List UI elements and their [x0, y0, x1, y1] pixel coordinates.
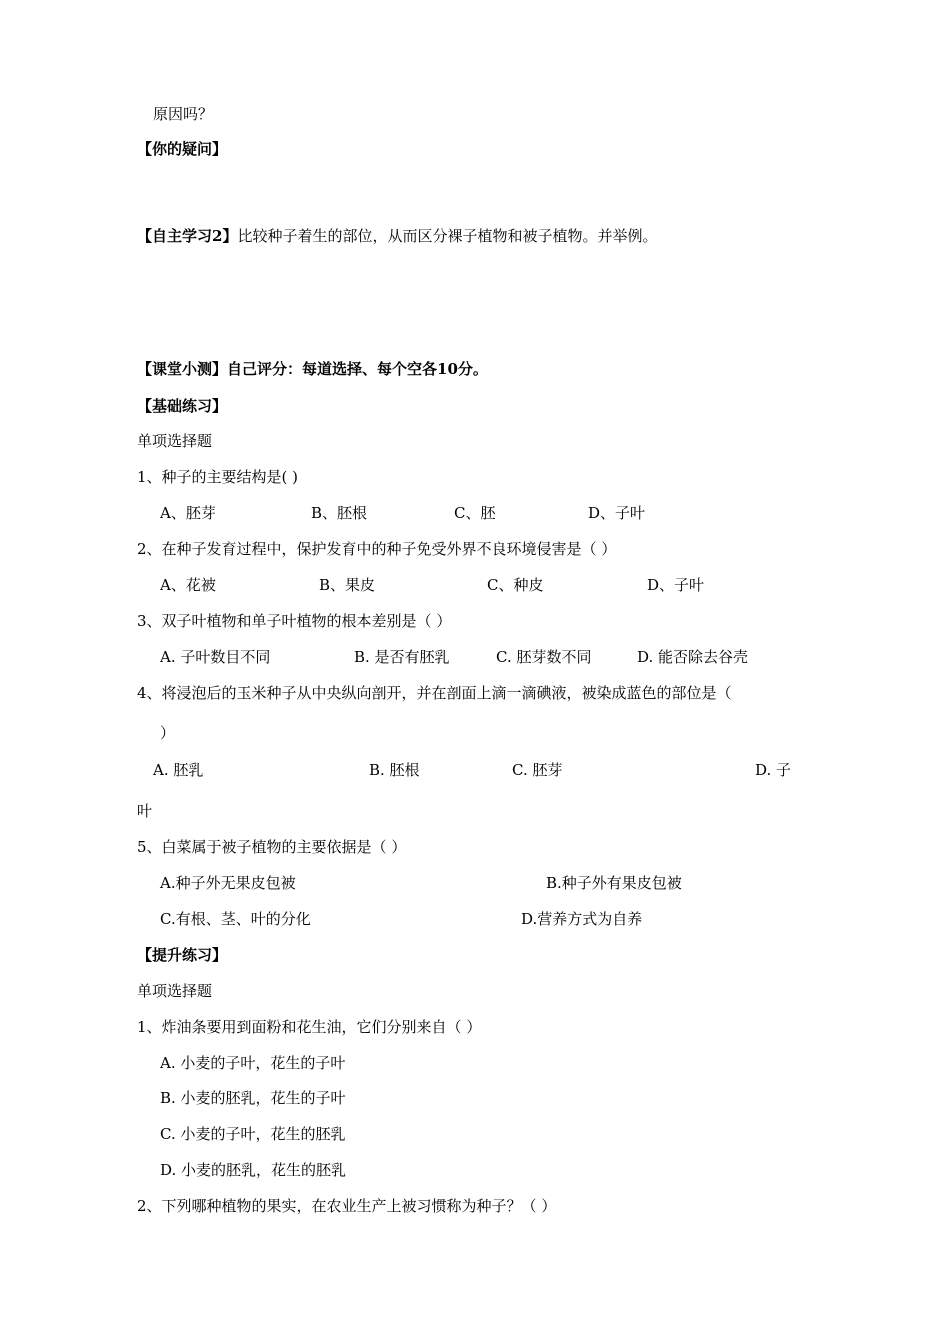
basic-q2-option-d: D、子叶	[647, 576, 705, 594]
your-question-heading: 【你的疑问】	[137, 140, 228, 158]
basic-q4-option-c: C. 胚芽	[512, 761, 563, 779]
self-study-2-heading: 【自主学习2】	[137, 227, 238, 245]
intro-continuation: 原因吗？	[153, 105, 214, 123]
basic-q3-option-a: A. 子叶数目不同	[160, 648, 271, 666]
basic-q1-stem: 1、种子的主要结构是( )	[137, 468, 299, 486]
advanced-q1-option-b: B. 小麦的胚乳，花生的子叶	[160, 1089, 346, 1107]
basic-q3-stem: 3、双子叶植物和单子叶植物的根本差别是（ ）	[137, 612, 452, 630]
basic-q3-option-b: B. 是否有胚乳	[354, 648, 450, 666]
basic-q5-stem: 5、白菜属于被子植物的主要依据是（ ）	[137, 838, 407, 856]
basic-q1-option-b: B、胚根	[311, 504, 368, 522]
basic-q4-stem-continuation: ）	[160, 724, 176, 742]
basic-q5-option-b: B.种子外有果皮包被	[546, 874, 682, 892]
advanced-practice-heading: 【提升练习】	[137, 946, 228, 964]
advanced-q2-stem: 2、下列哪种植物的果实，在农业生产上被习惯称为种子？（ ）	[137, 1197, 557, 1215]
basic-q3-option-d: D. 能否除去谷壳	[637, 648, 749, 666]
basic-q4-option-d-wrap: 叶	[137, 802, 153, 820]
advanced-q1-option-c: C. 小麦的子叶，花生的胚乳	[160, 1125, 346, 1143]
basic-q2-option-a: A、花被	[160, 576, 216, 594]
self-study-2	[137, 226, 657, 246]
self-study-2-text: 比较种子着生的部位，从而区分裸子植物和被子植物。并举例。	[237, 227, 658, 245]
advanced-q1-option-a: A. 小麦的子叶，花生的子叶	[160, 1054, 346, 1072]
basic-q2-option-b: B、果皮	[319, 576, 376, 594]
basic-q4-option-a: A. 胚乳	[153, 761, 204, 779]
basic-subheading: 单项选择题	[137, 432, 213, 450]
advanced-q1-stem: 1、炸油条要用到面粉和花生油，它们分别来自（ ）	[137, 1018, 482, 1036]
advanced-subheading: 单项选择题	[137, 982, 213, 1000]
basic-q2-stem: 2、在种子发育过程中，保护发育中的种子免受外界不良环境侵害是（ ）	[137, 540, 617, 558]
basic-q4-option-b: B. 胚根	[369, 761, 420, 779]
basic-q4-option-d: D. 子	[755, 761, 792, 779]
advanced-q1-option-d: D. 小麦的胚乳，花生的胚乳	[160, 1161, 347, 1179]
basic-q5-option-d: D.营养方式为自养	[521, 910, 643, 928]
basic-q1-option-d: D、子叶	[588, 504, 646, 522]
basic-q4-stem: 4、将浸泡后的玉米种子从中央纵向剖开，并在剖面上滴一滴碘液，被染成蓝色的部位是（	[137, 684, 732, 702]
basic-q1-option-c: C、胚	[454, 504, 496, 522]
basic-q5-option-a: A.种子外无果皮包被	[160, 874, 296, 892]
basic-practice-heading: 【基础练习】	[137, 397, 228, 415]
class-test-heading: 【课堂小测】自己评分：每道选择、每个空各10分。	[137, 360, 488, 378]
basic-q1-option-a: A、胚芽	[160, 504, 216, 522]
basic-q3-option-c: C. 胚芽数不同	[496, 648, 592, 666]
basic-q5-option-c: C.有根、茎、叶的分化	[160, 910, 311, 928]
basic-q2-option-c: C、种皮	[487, 576, 544, 594]
